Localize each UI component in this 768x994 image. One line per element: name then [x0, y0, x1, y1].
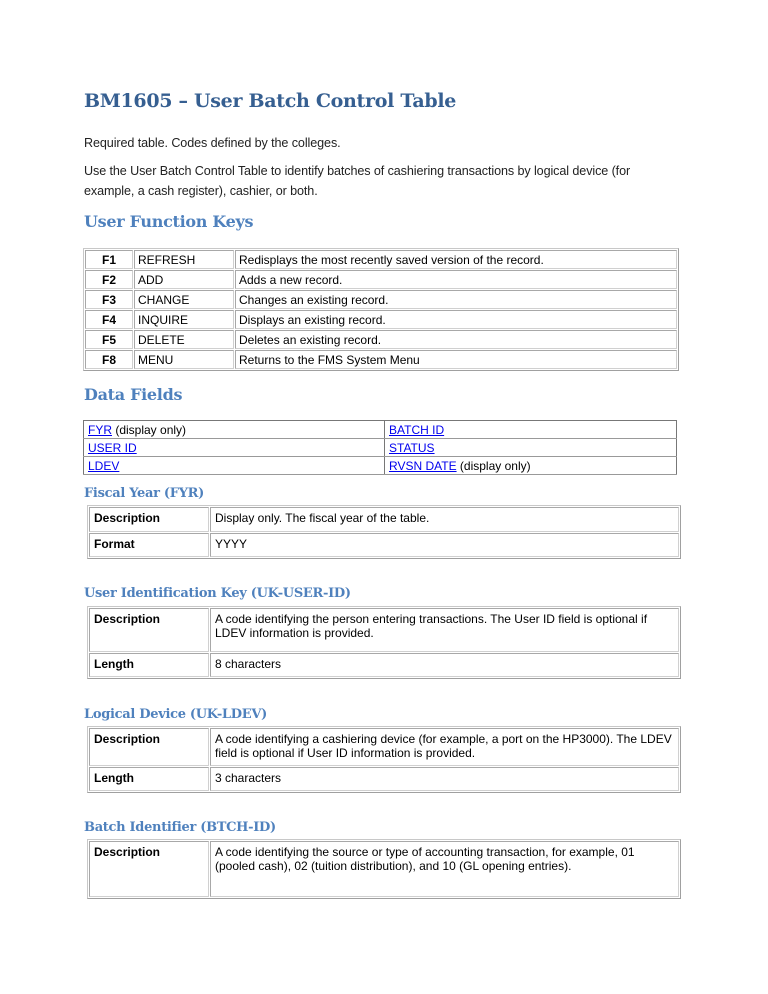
batch-identifier-table: [87, 839, 681, 899]
function-description: Changes an existing record.: [235, 290, 677, 309]
table-row: [84, 457, 677, 475]
field-label: Length: [89, 767, 209, 791]
logical-device-table: [87, 726, 681, 793]
function-command: MENU: [134, 350, 234, 369]
status-link[interactable]: STATUS: [389, 440, 435, 455]
table-row: [84, 439, 677, 457]
function-command: REFRESH: [134, 250, 234, 269]
intro-paragraph-2-line-1: Use the User Batch Control Table to identify batches of cashiering transactions by logical device (for: [84, 164, 631, 178]
function-key: F3: [85, 290, 133, 309]
fiscal-year-heading: Fiscal Year (FYR): [84, 486, 205, 501]
table-row: [89, 728, 679, 766]
function-command: INQUIRE: [134, 310, 234, 329]
data-fields-heading: Data Fields: [84, 385, 183, 404]
field-value: YYYY: [210, 533, 679, 557]
function-command: DELETE: [134, 330, 234, 349]
table-row: [85, 290, 677, 309]
field-value: 3 characters: [210, 767, 679, 791]
data-field-cell: [385, 439, 677, 457]
field-label: Description: [89, 608, 209, 652]
function-command: CHANGE: [134, 290, 234, 309]
field-label: Length: [89, 653, 209, 677]
table-row: [89, 767, 679, 791]
intro-paragraph-1: Required table. Codes defined by the colleges.: [84, 136, 341, 150]
page-title: BM1605 – User Batch Control Table: [84, 90, 457, 112]
function-key: F8: [85, 350, 133, 369]
table-row: [89, 533, 679, 557]
field-value: A code identifying the source or type of accounting transaction, for example, 01 (pooled cash), 02 (tuition distribution), and 10 (GL opening entries).: [210, 841, 679, 897]
field-value: A code identifying the person entering transactions. The User ID field is optional if LDEV information is provided.: [210, 608, 679, 652]
data-field-cell: [84, 421, 385, 439]
table-row: [89, 507, 679, 532]
data-fields-table: [83, 420, 677, 475]
table-row: [84, 421, 677, 439]
field-label: Description: [89, 728, 209, 766]
data-field-cell: [84, 457, 385, 475]
field-note: (display only): [112, 422, 187, 437]
data-field-cell: [385, 457, 677, 475]
fyr-link[interactable]: FYR: [88, 422, 112, 437]
function-description: Deletes an existing record.: [235, 330, 677, 349]
function-description: Displays an existing record.: [235, 310, 677, 329]
fiscal-year-table: [87, 505, 681, 559]
field-note: (display only): [456, 458, 531, 473]
rvsn-date-link[interactable]: RVSN DATE: [389, 458, 457, 473]
field-label: Description: [89, 841, 209, 897]
intro-paragraph-2-line-2: example, a cash register), cashier, or both.: [84, 184, 318, 198]
function-command: ADD: [134, 270, 234, 289]
field-label: Description: [89, 507, 209, 532]
user-id-link[interactable]: USER ID: [88, 440, 137, 455]
table-row: [85, 330, 677, 349]
data-field-cell: [84, 439, 385, 457]
table-row: [85, 250, 677, 269]
table-row: [89, 841, 679, 897]
function-description: Adds a new record.: [235, 270, 677, 289]
function-key: F1: [85, 250, 133, 269]
ldev-link[interactable]: LDEV: [88, 458, 120, 473]
field-value: A code identifying a cashiering device (for example, a port on the HP3000). The LDEV field is optional if User ID information is provided.: [210, 728, 679, 766]
function-key: F5: [85, 330, 133, 349]
function-description: Redisplays the most recently saved version of the record.: [235, 250, 677, 269]
function-keys-table: [83, 248, 679, 371]
logical-device-heading: Logical Device (UK-LDEV): [84, 707, 267, 722]
data-field-cell: [385, 421, 677, 439]
field-value: Display only. The fiscal year of the table.: [210, 507, 679, 532]
function-keys-heading: User Function Keys: [84, 212, 254, 231]
table-row: [89, 608, 679, 652]
function-description: Returns to the FMS System Menu: [235, 350, 677, 369]
field-label: Format: [89, 533, 209, 557]
table-row: [89, 653, 679, 677]
table-row: [85, 310, 677, 329]
function-key: F4: [85, 310, 133, 329]
table-row: [85, 270, 677, 289]
batch-identifier-heading: Batch Identifier (BTCH-ID): [84, 820, 276, 835]
user-id-table: [87, 606, 681, 679]
table-row: [85, 350, 677, 369]
function-key: F2: [85, 270, 133, 289]
user-id-heading: User Identification Key (UK-USER-ID): [84, 586, 351, 601]
field-value: 8 characters: [210, 653, 679, 677]
batch-id-link[interactable]: BATCH ID: [389, 422, 445, 437]
